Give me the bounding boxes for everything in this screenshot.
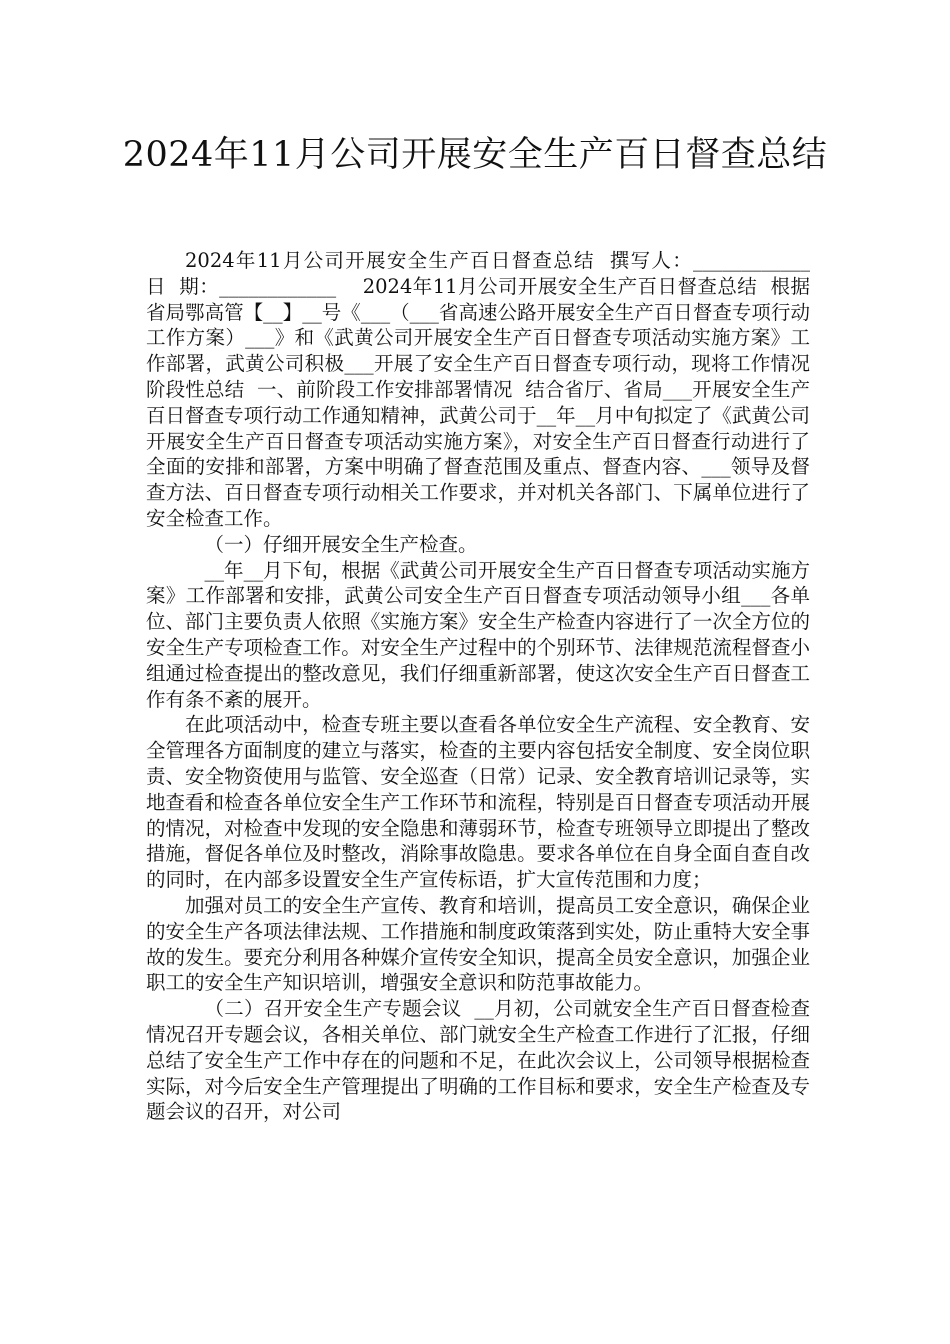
paragraph-inspection: __年__月下旬，根据《武黄公司开展安全生产百日督查专项活动实施方案》工作部署和安排，武黄公司安全生产百日督查专项活动领导小组___各单位、部门主要负责人依照《实施方案》安全生产检查内容进行了一次全方位的安全生产专项检查工作。对安全生产过程中的个别环节、法律规范流程督查小组通过检查提出的整改意见，我们仔细重新部署，使这次安全生产百日督查工作有条不紊的展开。 xyxy=(146,558,810,711)
document-title: 2024年11月公司开展安全生产百日督查总结 xyxy=(122,135,828,175)
paragraph-section-heading-1: （一）仔细开展安全生产检查。 xyxy=(204,532,478,556)
paragraph-intro: 2024年11月公司开展安全生产百日督查总结 撰写人：____________ 日 期：____________ 2024年11月公司开展安全生产百日督查总结 根据省局鄂高管【__】__号《___（___省高速公路开展安全生产百日督查专项行动工作方案）___》和《武黄公司开展安全生产百日督查专项活动实施方案》工作部署，武黄公司积极___开展了安全生产百日督查专项行动，现将工作情况阶段性总结 一、前阶段工作安排部署情况 结合省厅、省局___开展安全生产百日督查专项行动工作通知精神，武黄公司于__年__月中旬拟定了《武黄公司开展安全生产百日督查专项活动实施方案》，对安全生产百日督查行动进行了全面的安排和部署，方案中明确了督查范围及重点、督查内容、___领导及督查方法、百日督查专项行动相关工作要求，并对机关各部门、下属单位进行了安全检查工作。 xyxy=(146,249,823,530)
paragraph-activity: 在此项活动中，检查专班主要以查看各单位安全生产流程、安全教育、安全管理各方面制度的建立与落实，检查的主要内容包括安全制度、安全岗位职责、安全物资使用与监管、安全巡查（日常）记录、安全教育培训记录等，实地查看和检查各单位安全生产工作环节和流程，特别是百日督查专项活动开展的情况，对检查中发现的安全隐患和薄弱环节，检查专班领导立即提出了整改措施，督促各单位及时整改，消除事故隐患。要求各单位在自身全面自查自改的同时，在内部多设置安全生产宣传标语，扩大宣传范围和力度； xyxy=(146,713,810,892)
paragraph-training: 加强对员工的安全生产宣传、教育和培训，提高员工安全意识，确保企业的安全生产各项法律法规、工作措施和制度政策落到实处，防止重特大安全事故的发生。要充分利用各种媒介宣传安全知识，提高全员安全意识，加强企业职工的安全生产知识培训，增强安全意识和防范事故能力。 xyxy=(146,893,810,995)
paragraph-meeting: （二）召开安全生产专题会议 __月初，公司就安全生产百日督查检查情况召开专题会议，各相关单位、部门就安全生产检查工作进行了汇报，仔细总结了安全生产工作中存在的问题和不足，在此次会议上，公司领导根据检查实际，对今后安全生产管理提出了明确的工作目标和要求，安全生产检查及专题会议的召开，对公司 xyxy=(146,997,810,1124)
document-body xyxy=(146,248,823,1125)
